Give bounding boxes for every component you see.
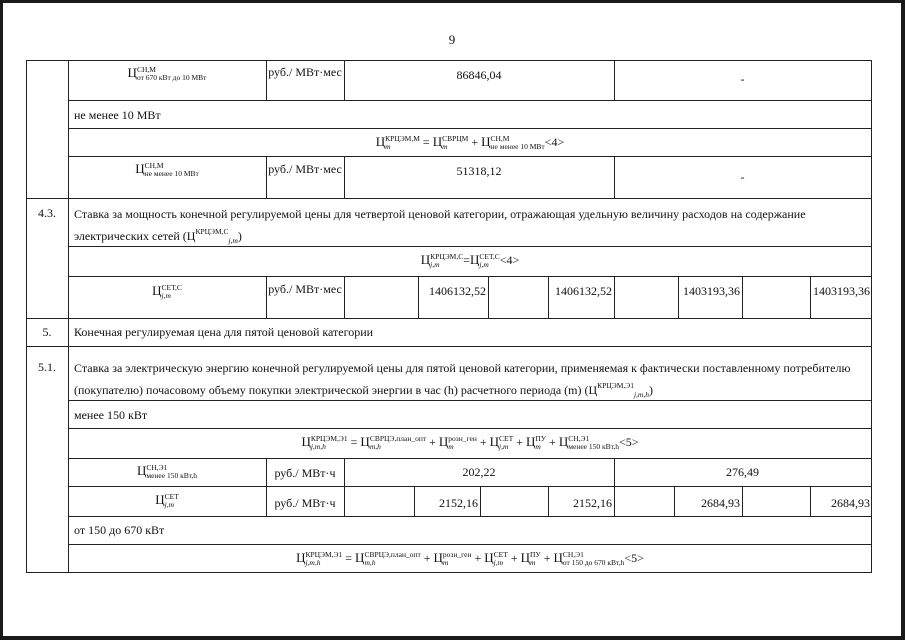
- section-number: 5.: [42, 325, 52, 339]
- hline: [26, 198, 872, 199]
- vline: [742, 486, 743, 516]
- scan-border-right: [901, 0, 905, 640]
- value-cell: 1406132,52: [555, 284, 612, 298]
- value-cell: 1403193,36: [813, 284, 870, 298]
- scan-border-top: [0, 0, 905, 3]
- value-cell: 1406132,52: [429, 284, 486, 298]
- tariff-symbol: Ц СН,М от 670 кВт до 10 МВт: [127, 65, 207, 83]
- page-number: 9: [448, 32, 456, 47]
- hline: [68, 544, 872, 545]
- hline: [68, 486, 872, 487]
- formula: Ц КРЦЭМ,С j,m =Ц СЕТ,С j,m <4>: [420, 252, 520, 270]
- value-cell: 202,22: [462, 465, 496, 479]
- vline: [614, 486, 615, 516]
- tariff-symbol: Ц СН,Э1 менее 150 кВт,h: [136, 463, 198, 481]
- unit-label: руб./ МВт·ч: [274, 496, 336, 510]
- hline: [68, 428, 872, 429]
- vline: [742, 276, 743, 318]
- formula: Ц КРЦЭМ,Э1 j,m,h = Ц СВРЦЭ,план_опт m,h + Ц розн_ген m + Ц СЕТ j,m + Ц ПУ m + Ц СН,Э1 менее 150 кВт,h <5>: [301, 434, 639, 452]
- tariff-symbol: Ц СЕТ j,m: [155, 492, 179, 510]
- unit-label: руб./ МВт·мес: [268, 65, 342, 79]
- hline: [68, 128, 872, 129]
- capacity-label: от 150 до 670 кВт: [74, 523, 165, 537]
- vline: [488, 276, 489, 318]
- formula: Ц КРЦЭМ,М m = Ц СВРЦМ m + Ц СН,М не менее 10 МВт <4>: [375, 134, 565, 152]
- tariff-symbol: Ц СН,М не менее 10 МВт: [135, 161, 199, 179]
- scan-border-left: [0, 0, 3, 640]
- scan-border-bottom: [0, 636, 905, 640]
- vline: [344, 486, 345, 516]
- capacity-label: менее 150 кВт: [74, 408, 148, 422]
- hline: [26, 318, 872, 319]
- value-cell: 2684,93: [831, 496, 870, 510]
- value-cell: 51318,12: [456, 164, 502, 178]
- hline: [68, 458, 872, 459]
- tariff-table: [26, 60, 872, 572]
- vline: [614, 276, 615, 318]
- tariff-symbol: Ц СЕТ,С j,m: [152, 283, 182, 301]
- hline: [68, 276, 872, 277]
- section-text: Ставка за электрическую энергию конечной регулируемой цены для пятой ценовой категории, применяемая к фактически поставленному потребителю (покупателю) почасовому объему покупки электрической энергии в час (h) расчетного периода (m) $(Ц^{КРЦЭМ,Э1}_{j,m,h})$: [74, 361, 851, 399]
- value-cell: 276,49: [726, 465, 759, 479]
- value-cell: 2684,93: [701, 496, 740, 510]
- section-number: 5.1.: [38, 360, 56, 374]
- capacity-label: не менее 10 МВт: [74, 108, 161, 122]
- hline: [26, 60, 872, 61]
- hline: [68, 100, 872, 101]
- dash-cell: -: [740, 72, 745, 86]
- unit-label: руб./ МВт·ч: [274, 466, 336, 480]
- value-cell: 1403193,36: [683, 284, 740, 298]
- hline: [68, 516, 872, 517]
- formula: Ц КРЦЭМ,Э1 j,m,h = Ц СВРЦЭ,план_опт m,h + Ц розн_ген m + Ц СЕТ j,m + Ц ПУ m + Ц СН,Э1 от 150 до 670 кВт,h <5>: [296, 550, 644, 568]
- section-text: Конечная регулируемая цена для пятой ценовой категории: [74, 325, 374, 339]
- value-cell: 2152,16: [573, 496, 612, 510]
- vline: [480, 486, 481, 516]
- hline: [26, 572, 872, 573]
- hline: [68, 156, 872, 157]
- hline: [26, 346, 872, 347]
- section-text: Ставка за мощность конечной регулируемой цены для четвертой ценовой категории, отражающая удельную величину расходов на содержание электрических сетей $(Ц^{КРЦЭМ,С}_{j,m})$: [74, 207, 806, 245]
- vline: [344, 276, 345, 318]
- section-number: 4.3.: [38, 206, 56, 220]
- value-cell: 86846,04: [456, 68, 502, 82]
- unit-label: руб./ МВт·мес: [268, 282, 342, 296]
- unit-label: руб./ МВт·мес: [268, 162, 342, 176]
- dash-cell: -: [740, 170, 745, 184]
- vline: [26, 60, 27, 572]
- value-cell: 2152,16: [439, 496, 478, 510]
